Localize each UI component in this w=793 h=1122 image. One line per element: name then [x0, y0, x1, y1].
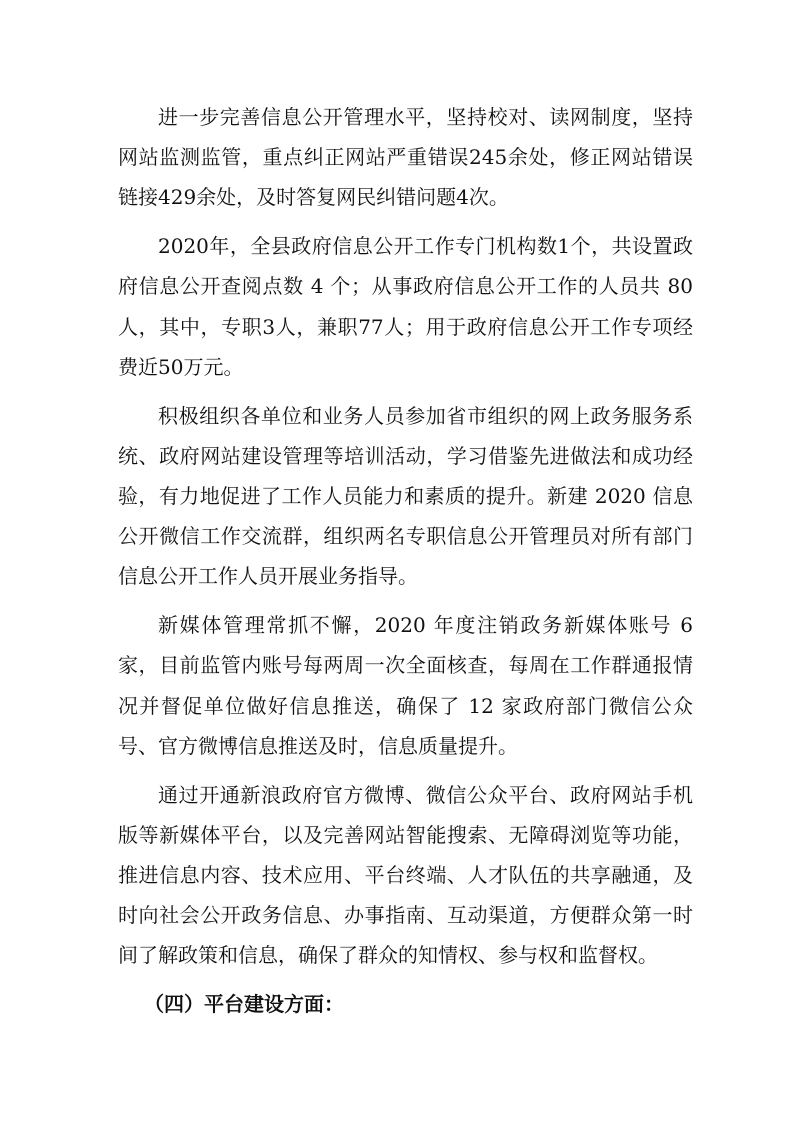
- document-body: [118, 97, 693, 1033]
- paragraph-info-management: 进一步完善信息公开管理水平，坚持校对、读网制度，坚持网站监测监管，重点纠正网站严重错误245余处，修正网站错误链接429余处，及时答复网民纠错问题4次。: [118, 105, 693, 210]
- section-heading: （四）平台建设方面：: [144, 992, 344, 1017]
- paragraph-training: 积极组织各单位和业务人员参加省市组织的网上政务服务系统、政府网站建设管理等培训活动，学习借鉴先进做法和成功经验，有力地促进了工作人员能力和素质的提升。新建 2020 信息公开微信工作交流群，组织两名专职信息公开管理员对所有部门信息公开工作人员开展业务指导。: [118, 403, 693, 589]
- paragraph-staffing-funding: 2020年，全县政府信息公开工作专门机构数1个，共设置政府信息公开查阅点数 4 个；从事政府信息公开工作的人员共 80人，其中，专职3人，兼职77人；用于政府信息公开工作专项经费近50万元。: [118, 234, 693, 379]
- paragraph-new-media: 新媒体管理常抓不懈，2020 年度注销政务新媒体账号 6 家，目前监管内账号每两周一次全面核查，每周在工作群通报情况并督促单位做好信息推送，确保了 12 家政府部门微信公众号、官方微博信息推送及时，信息质量提升。: [118, 613, 693, 758]
- paragraph-platforms: 通过开通新浪政府官方微博、微信公众平台、政府网站手机版等新媒体平台，以及完善网站智能搜索、无障碍浏览等功能，推进信息内容、技术应用、平台终端、人才队伍的共享融通，及时向社会公开政务信息、办事指南、互动渠道，方便群众第一时间了解政策和信息，确保了群众的知情权、参与权和监督权。: [118, 782, 693, 968]
